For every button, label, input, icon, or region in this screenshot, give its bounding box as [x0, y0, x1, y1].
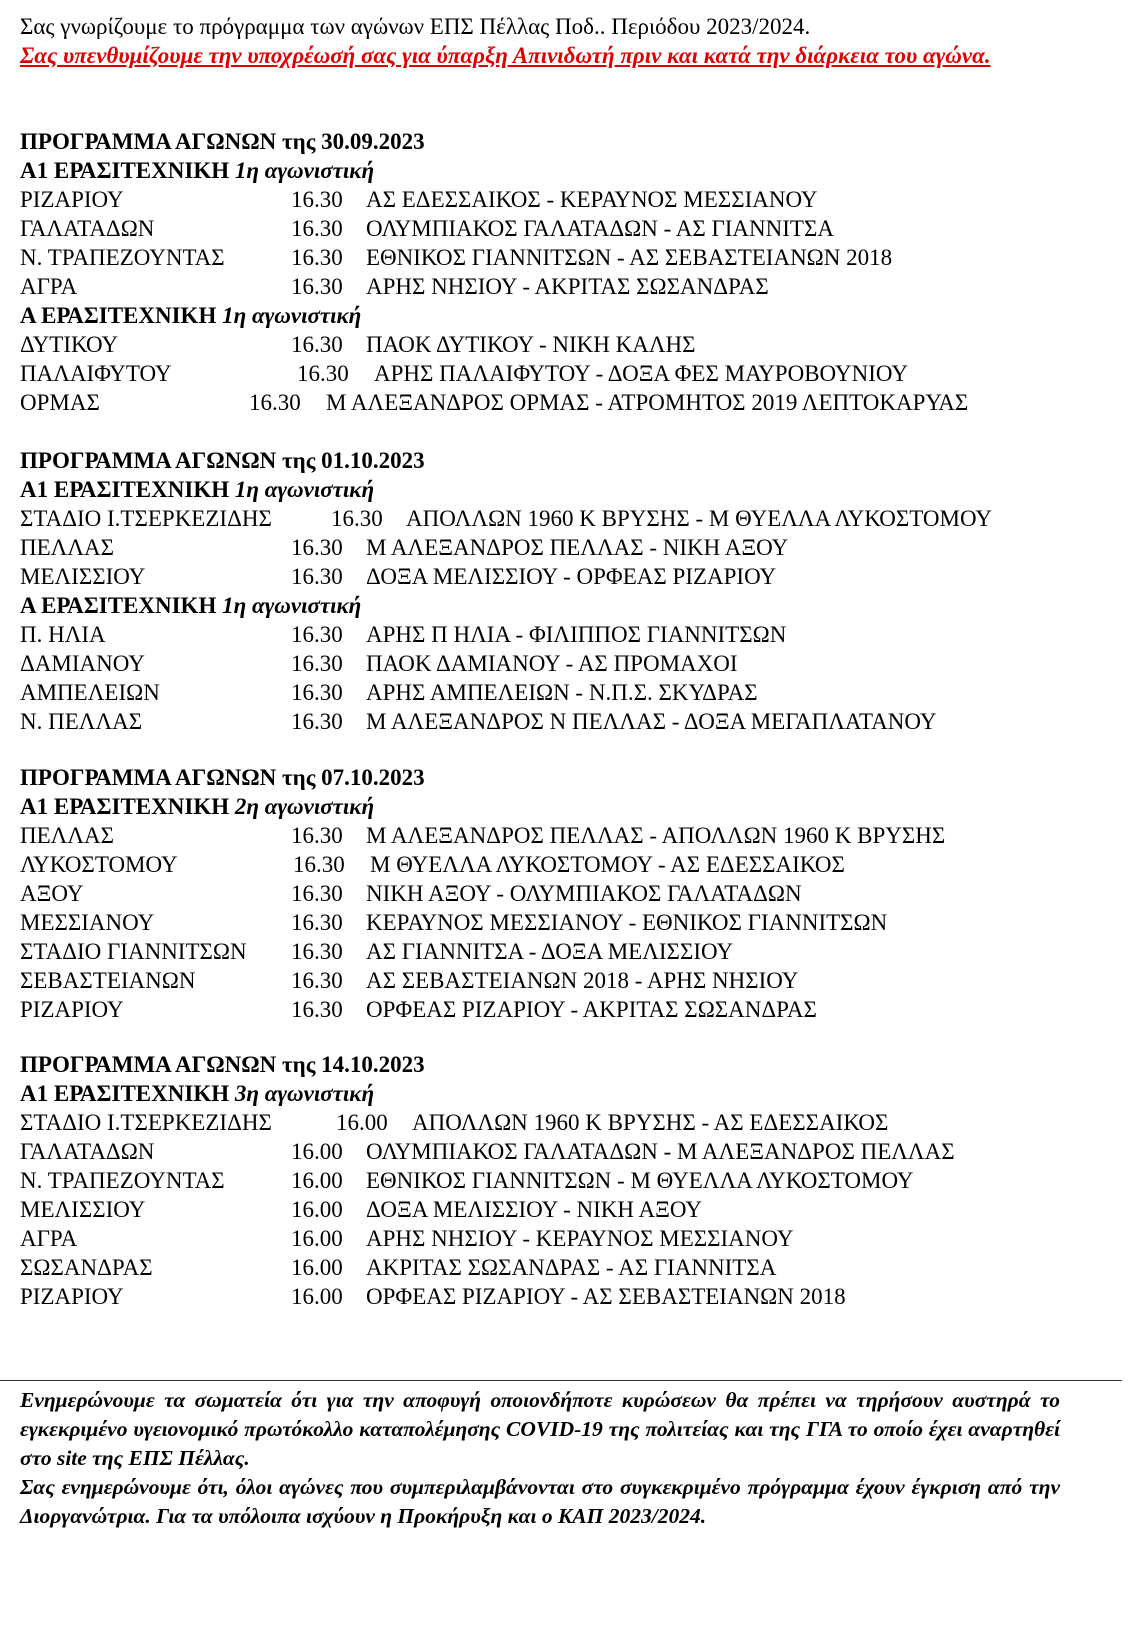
- round-title: ΠΡΟΓΡΑΜΜΑ ΑΓΩΝΩΝ της 07.10.2023: [20, 765, 425, 790]
- venue: ΡΙΖΑΡΙΟΥ: [20, 997, 124, 1022]
- fixture: ΕΘΝΙΚΟΣ ΓΙΑΝΝΙΤΣΩΝ - ΑΣ ΣΕΒΑΣΤΕΙΑΝΩΝ 2018: [366, 245, 893, 270]
- league-title: [20, 591, 361, 620]
- league-title: [20, 475, 374, 504]
- match-row: [0, 678, 1140, 707]
- venue: ΣΤΑΔΙΟ Ι.ΤΣΕΡΚΕΖΙΔΗΣ: [20, 506, 272, 531]
- fixture: ΑΡΗΣ ΝΗΣΙΟΥ - ΑΚΡΙΤΑΣ ΣΩΣΑΝΔΡΑΣ: [366, 274, 769, 299]
- fixture: ΕΘΝΙΚΟΣ ΓΙΑΝΝΙΤΣΩΝ - Μ ΘΥΕΛΛΑ ΛΥΚΟΣΤΟΜΟΥ: [366, 1168, 914, 1193]
- kickoff-time: 16.30: [291, 709, 343, 734]
- fixture: ΔΟΞΑ ΜΕΛΙΣΣΙΟΥ - ΝΙΚΗ ΑΞΟΥ: [366, 1197, 702, 1222]
- match-row: [0, 359, 1140, 388]
- league-round: 1η αγωνιστική: [222, 593, 362, 618]
- fixture: ΟΛΥΜΠΙΑΚΟΣ ΓΑΛΑΤΑΔΩΝ - Μ ΑΛΕΞΑΝΔΡΟΣ ΠΕΛΛΑΣ: [366, 1139, 955, 1164]
- fixture: ΟΡΦΕΑΣ ΡΙΖΑΡΙΟΥ - ΑΚΡΙΤΑΣ ΣΩΣΑΝΔΡΑΣ: [366, 997, 817, 1022]
- fixture: Μ ΑΛΕΞΑΝΔΡΟΣ ΠΕΛΛΑΣ - ΑΠΟΛΛΩΝ 1960 Κ ΒΡΥΣΗΣ: [366, 823, 946, 848]
- match-row: [0, 388, 1140, 417]
- round-title: ΠΡΟΓΡΑΜΜΑ ΑΓΩΝΩΝ της 30.09.2023: [20, 129, 425, 154]
- kickoff-time: 16.00: [336, 1110, 388, 1135]
- kickoff-time: 16.30: [291, 881, 343, 906]
- note-covid: Ενημερώνουμε τα σωματεία ότι για την αποφυγή οποιονδήποτε κυρώσεων θα πρέπει να τηρήσουν αυστηρά το εγκεκριμένο υγειονομικό πρωτόκολλο καταπολέμησης COVID-19 της πολιτείας και της ΓΓΑ το οποίο έχει αναρτηθεί στο site της ΕΠΣ Πέλλας.: [20, 1388, 1060, 1470]
- venue: Π. ΗΛΙΑ: [20, 622, 106, 647]
- fixture: ΟΡΦΕΑΣ ΡΙΖΑΡΙΟΥ - ΑΣ ΣΕΒΑΣΤΕΙΑΝΩΝ 2018: [366, 1284, 846, 1309]
- match-row: [0, 1195, 1140, 1224]
- venue: ΣΕΒΑΣΤΕΙΑΝΩΝ: [20, 968, 196, 993]
- notes-block: [20, 1386, 1060, 1531]
- league-title: [20, 1079, 374, 1108]
- match-row: [0, 330, 1140, 359]
- fixture: ΟΛΥΜΠΙΑΚΟΣ ΓΑΛΑΤΑΔΩΝ - ΑΣ ΓΙΑΝΝΙΤΣΑ: [366, 216, 834, 241]
- kickoff-time: 16.30: [291, 187, 343, 212]
- venue: ΣΤΑΔΙΟ Ι.ΤΣΕΡΚΕΖΙΔΗΣ: [20, 1110, 272, 1135]
- fixture: ΝΙΚΗ ΑΞΟΥ - ΟΛΥΜΠΙΑΚΟΣ ΓΑΛΑΤΑΔΩΝ: [366, 881, 802, 906]
- fixture: ΑΡΗΣ Π ΗΛΙΑ - ΦΙΛΙΠΠΟΣ ΓΙΑΝΝΙΤΣΩΝ: [366, 622, 787, 647]
- match-row: [0, 272, 1140, 301]
- venue: ΓΑΛΑΤΑΔΩΝ: [20, 216, 155, 241]
- kickoff-time: 16.30: [291, 535, 343, 560]
- match-row: [0, 1137, 1140, 1166]
- match-row: [0, 243, 1140, 272]
- kickoff-time: 16.00: [291, 1284, 343, 1309]
- fixture: ΑΣ ΣΕΒΑΣΤΕΙΑΝΩΝ 2018 - ΑΡΗΣ ΝΗΣΙΟΥ: [366, 968, 799, 993]
- league-name: Α1 ΕΡΑΣΙΤΕΧΝΙΚΗ: [20, 794, 230, 819]
- match-row: [0, 214, 1140, 243]
- league-round: 1η αγωνιστική: [234, 477, 375, 502]
- kickoff-time: 16.30: [291, 274, 343, 299]
- venue: ΑΓΡΑ: [20, 274, 78, 299]
- kickoff-time: 16.30: [291, 651, 343, 676]
- round-title: ΠΡΟΓΡΑΜΜΑ ΑΓΩΝΩΝ της 01.10.2023: [20, 448, 425, 473]
- fixture: Μ ΘΥΕΛΛΑ ΛΥΚΟΣΤΟΜΟΥ - ΑΣ ΕΔΕΣΣΑΙΚΟΣ: [370, 852, 845, 877]
- match-row: [0, 185, 1140, 214]
- league-round: 1η αγωνιστική: [234, 158, 375, 183]
- venue: ΑΓΡΑ: [20, 1226, 78, 1251]
- divider: [0, 1380, 1122, 1381]
- fixture: ΑΡΗΣ ΑΜΠΕΛΕΙΩΝ - Ν.Π.Σ. ΣΚΥΔΡΑΣ: [366, 680, 758, 705]
- kickoff-time: 16.30: [291, 823, 343, 848]
- fixture: ΑΠΟΛΛΩΝ 1960 Κ ΒΡΥΣΗΣ - ΑΣ ΕΔΕΣΣΑΙΚΟΣ: [412, 1110, 889, 1135]
- venue: ΔΑΜΙΑΝΟΥ: [20, 651, 145, 676]
- match-row: [0, 707, 1140, 736]
- kickoff-time: 16.00: [291, 1255, 343, 1280]
- match-row: [0, 966, 1140, 995]
- match-row: [0, 533, 1140, 562]
- venue: ΠΑΛΑΙΦΥΤΟΥ: [20, 361, 172, 386]
- fixture: ΑΡΗΣ ΠΑΛΑΙΦΥΤΟΥ - ΔΟΞΑ ΦΕΣ ΜΑΥΡΟΒΟΥΝΙΟΥ: [374, 361, 908, 386]
- kickoff-time: 16.30: [291, 622, 343, 647]
- match-row: [0, 649, 1140, 678]
- kickoff-time: 16.30: [291, 680, 343, 705]
- fixture: Μ ΑΛΕΞΑΝΔΡΟΣ ΟΡΜΑΣ - ΑΤΡΟΜΗΤΟΣ 2019 ΛΕΠΤΟΚΑΡΥΑΣ: [326, 390, 969, 415]
- league-title: [20, 156, 374, 185]
- kickoff-time: 16.30: [291, 997, 343, 1022]
- fixture: ΠΑΟΚ ΔΑΜΙΑΝΟΥ - ΑΣ ΠΡΟΜΑΧΟΙ: [366, 651, 738, 676]
- venue: ΡΙΖΑΡΙΟΥ: [20, 1284, 124, 1309]
- note-approval: Σας ενημερώνουμε ότι, όλοι αγώνες που συμπεριλαμβάνονται στο συγκεκριμένο πρόγραμμα έχουν έγκριση από την Διοργανώτρια. Για τα υπόλοιπα ισχύουν η Προκήρυξη και ο ΚΑΠ 2023/2024.: [20, 1475, 1060, 1528]
- league-name: Α ΕΡΑΣΙΤΕΧΝΙΚΗ: [20, 303, 217, 328]
- league-title: [20, 792, 374, 821]
- kickoff-time: 16.00: [291, 1168, 343, 1193]
- match-row: [0, 995, 1140, 1024]
- league-round: 2η αγωνιστική: [234, 794, 375, 819]
- match-row: [0, 937, 1140, 966]
- venue: ΜΕΛΙΣΣΙΟΥ: [20, 1197, 146, 1222]
- fixture: ΑΡΗΣ ΝΗΣΙΟΥ - ΚΕΡΑΥΝΟΣ ΜΕΣΣΙΑΝΟΥ: [366, 1226, 794, 1251]
- league-name: Α1 ΕΡΑΣΙΤΕΧΝΙΚΗ: [20, 158, 230, 183]
- venue: Ν. ΤΡΑΠΕΖΟΥΝΤΑΣ: [20, 1168, 225, 1193]
- league-round: 3η αγωνιστική: [234, 1081, 375, 1106]
- fixture: Μ ΑΛΕΞΑΝΔΡΟΣ ΠΕΛΛΑΣ - ΝΙΚΗ ΑΞΟΥ: [366, 535, 789, 560]
- match-row: [0, 908, 1140, 937]
- league-name: Α1 ΕΡΑΣΙΤΕΧΝΙΚΗ: [20, 477, 230, 502]
- league-round: 1η αγωνιστική: [222, 303, 362, 328]
- match-row: [0, 1108, 1140, 1137]
- intro-text: Σας γνωρίζουμε το πρόγραμμα των αγώνων ΕΠΣ Πέλλας Ποδ.. Περιόδου 2023/2024.: [20, 14, 811, 39]
- kickoff-time: 16.30: [249, 390, 301, 415]
- match-row: [0, 1253, 1140, 1282]
- kickoff-time: 16.30: [291, 939, 343, 964]
- league-name: Α ΕΡΑΣΙΤΕΧΝΙΚΗ: [20, 593, 217, 618]
- match-row: [0, 504, 1140, 533]
- venue: ΑΜΠΕΛΕΙΩΝ: [20, 680, 160, 705]
- round-title: ΠΡΟΓΡΑΜΜΑ ΑΓΩΝΩΝ της 14.10.2023: [20, 1052, 425, 1077]
- kickoff-time: 16.00: [291, 1226, 343, 1251]
- venue: ΜΕΛΙΣΣΙΟΥ: [20, 564, 146, 589]
- kickoff-time: 16.30: [291, 910, 343, 935]
- league-title: [20, 301, 361, 330]
- kickoff-time: 16.00: [291, 1197, 343, 1222]
- venue: ΜΕΣΣΙΑΝΟΥ: [20, 910, 155, 935]
- kickoff-time: 16.30: [297, 361, 349, 386]
- kickoff-time: 16.30: [291, 245, 343, 270]
- fixture: ΚΕΡΑΥΝΟΣ ΜΕΣΣΙΑΝΟΥ - ΕΘΝΙΚΟΣ ΓΙΑΝΝΙΤΣΩΝ: [366, 910, 888, 935]
- fixture: ΔΟΞΑ ΜΕΛΙΣΣΙΟΥ - ΟΡΦΕΑΣ ΡΙΖΑΡΙΟΥ: [366, 564, 777, 589]
- league-name: Α1 ΕΡΑΣΙΤΕΧΝΙΚΗ: [20, 1081, 230, 1106]
- venue: ΑΞΟΥ: [20, 881, 84, 906]
- kickoff-time: 16.30: [291, 216, 343, 241]
- venue: ΡΙΖΑΡΙΟΥ: [20, 187, 124, 212]
- venue: ΣΤΑΔΙΟ ΓΙΑΝΝΙΤΣΩΝ: [20, 939, 247, 964]
- venue: ΠΕΛΛΑΣ: [20, 535, 115, 560]
- fixture: ΑΠΟΛΛΩΝ 1960 Κ ΒΡΥΣΗΣ - Μ ΘΥΕΛΛΑ ΛΥΚΟΣΤΟΜΟΥ: [406, 506, 993, 531]
- fixture: ΑΣ ΓΙΑΝΝΙΤΣΑ - ΔΟΞΑ ΜΕΛΙΣΣΙΟΥ: [366, 939, 734, 964]
- match-row: [0, 620, 1140, 649]
- fixture: Μ ΑΛΕΞΑΝΔΡΟΣ Ν ΠΕΛΛΑΣ - ΔΟΞΑ ΜΕΓΑΠΛΑΤΑΝΟΥ: [366, 709, 937, 734]
- venue: ΓΑΛΑΤΑΔΩΝ: [20, 1139, 155, 1164]
- venue: Ν. ΠΕΛΛΑΣ: [20, 709, 143, 734]
- kickoff-time: 16.30: [291, 968, 343, 993]
- venue: ΣΩΣΑΝΔΡΑΣ: [20, 1255, 153, 1280]
- match-row: [0, 850, 1140, 879]
- kickoff-time: 16.30: [331, 506, 383, 531]
- kickoff-time: 16.30: [291, 564, 343, 589]
- match-row: [0, 879, 1140, 908]
- venue: ΔΥΤΙΚΟΥ: [20, 332, 119, 357]
- venue: ΠΕΛΛΑΣ: [20, 823, 115, 848]
- fixture: ΠΑΟΚ ΔΥΤΙΚΟΥ - ΝΙΚΗ ΚΑΛΗΣ: [366, 332, 696, 357]
- kickoff-time: 16.30: [291, 332, 343, 357]
- kickoff-time: 16.00: [291, 1139, 343, 1164]
- venue: Ν. ΤΡΑΠΕΖΟΥΝΤΑΣ: [20, 245, 225, 270]
- fixture: ΑΚΡΙΤΑΣ ΣΩΣΑΝΔΡΑΣ - ΑΣ ΓΙΑΝΝΙΤΣΑ: [366, 1255, 777, 1280]
- match-row: [0, 821, 1140, 850]
- match-row: [0, 1166, 1140, 1195]
- match-row: [0, 1224, 1140, 1253]
- match-row: [0, 1282, 1140, 1311]
- match-row: [0, 562, 1140, 591]
- kickoff-time: 16.30: [293, 852, 345, 877]
- venue: ΟΡΜΑΣ: [20, 390, 100, 415]
- venue: ΛΥΚΟΣΤΟΜΟΥ: [20, 852, 178, 877]
- defibrillator-warning: Σας υπενθυμίζουμε την υποχρέωσή σας για ύπαρξη Απινιδωτή πριν και κατά την διάρκεια του αγώνα.: [20, 43, 991, 68]
- fixture: ΑΣ ΕΔΕΣΣΑΙΚΟΣ - ΚΕΡΑΥΝΟΣ ΜΕΣΣΙΑΝΟΥ: [366, 187, 818, 212]
